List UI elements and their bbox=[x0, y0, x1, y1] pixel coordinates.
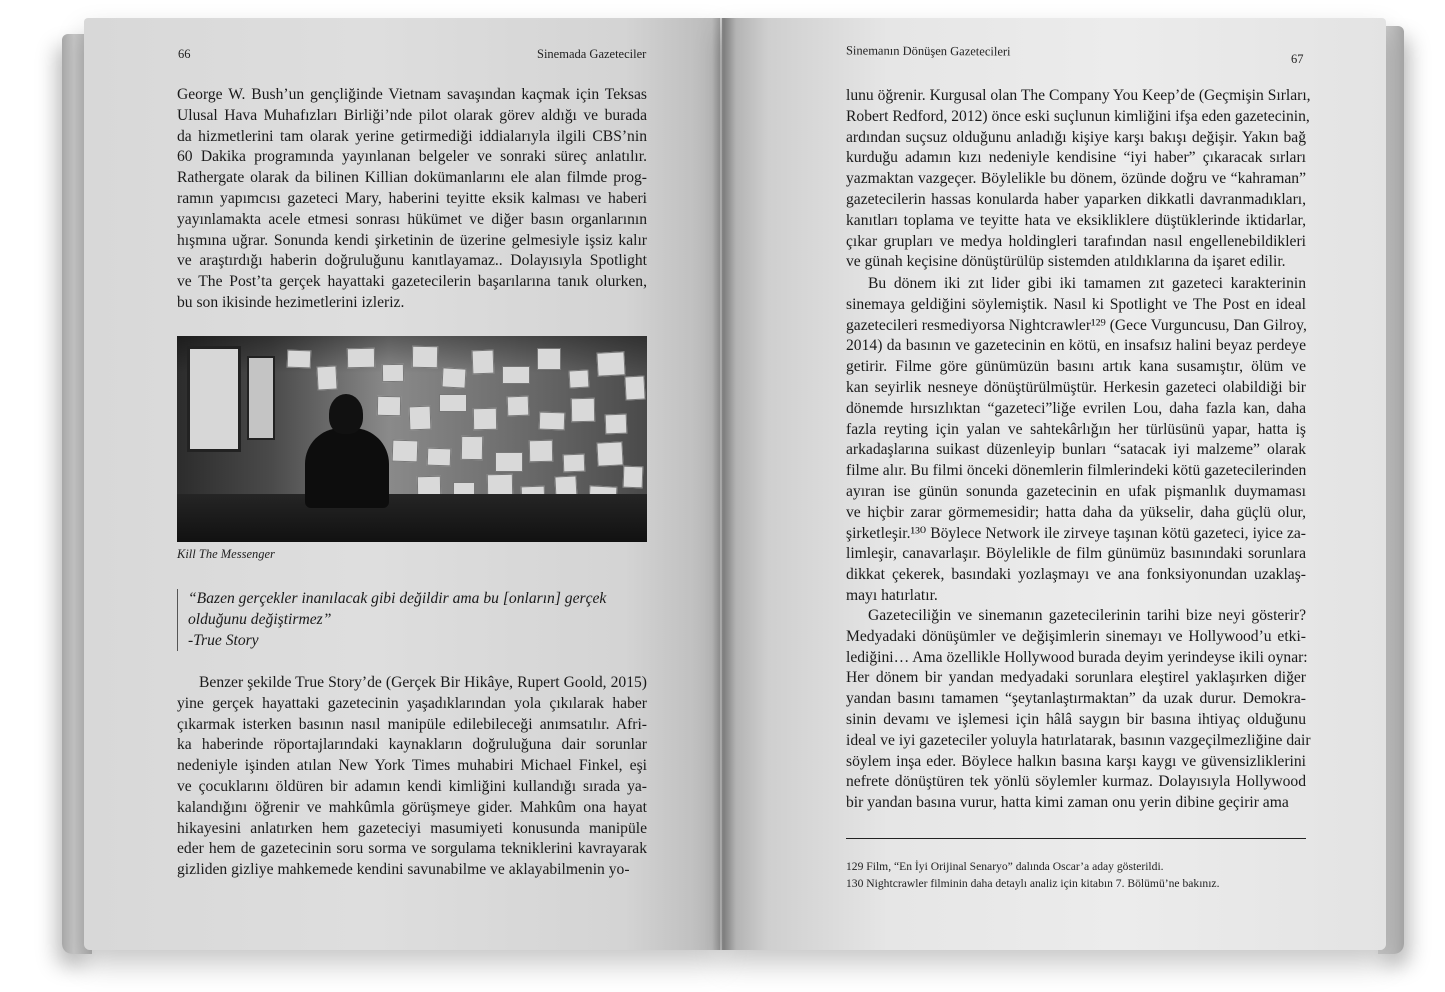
text-line: ve günah keçisine dönüştürülüp sistemden atıldıklarına da işaret edilir. bbox=[846, 253, 1286, 271]
quote-line: olduğunu değiştirmez” bbox=[188, 610, 332, 628]
text-line: gizliden gizliye mahkemede kendini savunabilme ve aklayabilmenin yo- bbox=[177, 861, 630, 879]
quote-line: “Bazen gerçekler inanılacak gibi değildir ama bu [onların] gerçek bbox=[188, 590, 607, 607]
pinned-note bbox=[596, 351, 625, 376]
footnote-line: 130 Nightcrawler filminin daha detaylı analiz için kitabın 7. Bölümü’ne bakınız. bbox=[846, 877, 1220, 890]
text-line: sinemaya geldiğini söylemiştik. Nasıl ki Spotlight ve The Post en ideal bbox=[846, 295, 1306, 313]
pinned-note bbox=[624, 375, 645, 400]
text-line: ardından suçsuz olduğunu anladığı kişiye karşı bakışı değişir. Yakın bağ bbox=[846, 128, 1306, 146]
footnote-line: 129 Film, “En İyi Orijinal Senaryo” dalında Oscar’a aday gösterildi. bbox=[846, 860, 1164, 873]
text-line: filme alır. Bu filmi önceki dönemlerin filmlerindeki kötü gazetecilerinden bbox=[846, 462, 1307, 480]
text-line: lediğini… Ama özellikle Hollywood burada deyim yerindeyse ikili oynar: bbox=[846, 648, 1308, 666]
pinned-note bbox=[539, 412, 566, 431]
pinned-note bbox=[287, 350, 312, 369]
pinned-note bbox=[537, 348, 561, 370]
text-line: Gazeteciliğin ve sinemanın gazetecilerinin tarihi bize neyi gösterir? bbox=[868, 607, 1306, 624]
text-line: fazla reyting için yalan ve sahtekârlığın her türlüsünü yapar, hatta iş bbox=[846, 420, 1306, 438]
pinned-note bbox=[392, 440, 419, 463]
text-line: ve çocuklarını öldüren bir adamın kendi kimliğini kullandığı sırada ya- bbox=[177, 777, 647, 795]
quote-source: -True Story bbox=[188, 631, 259, 649]
text-line: Bu dönem iki zıt lider gibi iki tamamen zıt gazeteci karakterinin bbox=[868, 275, 1306, 292]
text-line: dönemde hırsızlıktan “gazeteci”liğe evrilen Lou, daha fazla kan, daha bbox=[846, 399, 1306, 417]
text-line: getirir. Filme göre günümüzün basını artık kana susamıştır, ölüm ve bbox=[846, 358, 1306, 376]
pinned-note bbox=[569, 369, 590, 388]
text-line: kalandığını öğrenir ve mahkûmla görüşmeye gider. Mahkûm ona hayat bbox=[177, 798, 647, 816]
text-line: ve The Post’ta gerçek hayattaki gazetecilerin başarılarına tanık olurken, bbox=[177, 273, 647, 291]
pinned-note bbox=[412, 346, 438, 368]
text-line: yazmaktan vazgeçer. Böylelikle bu dönem, özünde doğru ve “kahraman” bbox=[846, 170, 1306, 188]
right-paragraph-3 bbox=[846, 606, 1311, 814]
text-line: çıkar grupları ve medya holdingleri tarafından nasıl engellenebildikleri bbox=[846, 232, 1306, 250]
pinned-note bbox=[377, 396, 401, 416]
right-running-head: Sinemanın Dönüşen Gazetecileri bbox=[845, 43, 1011, 59]
pinned-note bbox=[382, 364, 404, 382]
right-paragraph-2 bbox=[846, 274, 1306, 607]
text-line: Benzer şekilde True Story’de (Gerçek Bir Hikâye, Rupert Goold, 2015) bbox=[199, 674, 647, 691]
text-line: 2014) da basının ve gazetecinin en kötü, en insafsız halini beyaz perdeye bbox=[846, 337, 1306, 355]
person-silhouette-body bbox=[305, 428, 389, 508]
text-line: nefrete dönüştüren tek yönlü söylemler kurmaz. Dolayısıyla Hollywood bbox=[846, 773, 1306, 791]
pinned-note bbox=[605, 414, 628, 435]
text-line: Ulusal Hava Muhafızları Birliği’nde pilot olarak görev aldığı ve burada bbox=[177, 106, 647, 124]
pinned-note bbox=[563, 454, 586, 473]
pinned-note bbox=[439, 394, 467, 412]
text-line: hikayesini anlatırken hem gazeteciyi masumiyeti konusunda manipüle bbox=[177, 819, 647, 837]
text-line: Medyadaki dönüşümler ve değişimlerin sinemayı ve Hollywood’u etki- bbox=[846, 627, 1306, 645]
text-line: 60 Dakika programında yayınlanan belgeler ve sonraki süreç anlatılır. bbox=[177, 148, 647, 166]
window-shape-2 bbox=[247, 356, 275, 440]
text-line: Robert Redford, 2012) önce eski suçlunun kimliğini ifşa eden gazetecinin, bbox=[846, 107, 1310, 125]
desk-shape bbox=[177, 494, 647, 542]
text-line: söylem inşa eder. Böylece halkın basına karşı kaygı ve güvensizliklerini bbox=[846, 752, 1306, 770]
pinned-note bbox=[347, 348, 375, 368]
left-page-number: 66 bbox=[178, 47, 191, 61]
pinned-note bbox=[487, 474, 513, 496]
text-line: hışmına uğrar. Sonunda kendi şirketinin de üzerine gelmesiyle işsiz kalır bbox=[177, 231, 647, 249]
text-line: lunu öğrenir. Kurgusal olan The Company You Keep’de (Geçmişin Sırları, bbox=[846, 87, 1311, 104]
text-line: eder hem de gazetecinin soru sorma ve sorgulama tekniklerini kavrayarak bbox=[177, 840, 647, 858]
text-line: kanıtları toplama ve teyitte hata ve eksikliklere düştüklerinde iktidarlar, bbox=[846, 211, 1306, 229]
text-line: ka haberinde röportajlarındaki kaynakların doğruluğuna dair sorunlar bbox=[177, 736, 647, 754]
footnote-divider bbox=[846, 838, 1306, 839]
left-paragraph-2 bbox=[177, 673, 647, 881]
text-line: arkadaşlarına suikast düzenleyip bunları “satacak iyi malzeme” olarak bbox=[846, 441, 1306, 459]
text-line: bu son ikisinde hezimetlerini izleriz. bbox=[177, 293, 405, 311]
text-line: kurduğu adamın kızı nedeniyle kendisine “iyi haber” çıkaracak sırları bbox=[846, 149, 1306, 167]
film-still-image bbox=[177, 336, 647, 542]
pinned-note bbox=[502, 366, 530, 384]
left-running-head: Sinemada Gazeteciler bbox=[537, 47, 647, 61]
pinned-note bbox=[441, 367, 466, 388]
text-line: ramın yapımcısı gazeteci Mary, haberini teyitte eksik kalması ve haberi bbox=[177, 189, 647, 207]
text-line: limleşir, canavarlaşır. Böylelikle de film günümüz basınındaki sorunlara bbox=[846, 545, 1306, 563]
text-line: Her dönem bir yandan medyadaki sorunlara eleştirel yaklaşırken diğer bbox=[846, 669, 1306, 687]
text-line: ayıran ise günün sonunda gazetecinin en ufak pişmanlık duymaması bbox=[846, 482, 1306, 500]
pinned-note bbox=[495, 452, 523, 472]
pinned-note bbox=[571, 398, 595, 422]
right-page-number: 67 bbox=[1291, 52, 1304, 66]
text-line: bir yandan basına vurur, hatta kimi zaman onu yerin dibine geçirir ama bbox=[846, 794, 1289, 812]
text-line: yine gerçek hayattaki gazetecinin yaşadıklarından yola çıkılarak haber bbox=[177, 694, 647, 712]
image-caption: Kill The Messenger bbox=[177, 547, 275, 561]
pinned-note bbox=[529, 440, 553, 462]
text-line: şirketleşir.¹³⁰ Böylece Network ile zirveye taşınan kötü gazeteci, iyice za- bbox=[846, 524, 1306, 542]
text-line: Rathergate olarak da bilinen Killian dokümanlarını ele alan filmde prog- bbox=[177, 169, 647, 187]
pinned-note bbox=[409, 406, 432, 431]
text-line: nedeniyle işinden atılan New York Times muhabiri Michael Finkel, eşi bbox=[177, 757, 647, 775]
block-quote bbox=[177, 589, 658, 651]
text-line: George W. Bush’un gençliğinde Vietnam savaşından kaçmak için Teksas bbox=[177, 86, 647, 103]
text-line: gazetecilerin hassas konularda haber yaparken dikkatli davranmadıkları, bbox=[846, 190, 1306, 208]
pinned-note bbox=[507, 396, 530, 417]
text-line: sinin devamı ve işlemesi için hâlâ saygın bir basına ihtiyaç olduğunu bbox=[846, 710, 1306, 728]
pinned-note bbox=[427, 448, 452, 467]
text-line: ve araştırdığı haberin doğruluğunu kanıtlayamaz.. Dolayısıyla Spotlight bbox=[177, 252, 647, 270]
right-paragraph-1 bbox=[846, 86, 1311, 273]
text-line: da hizmetlerini tam olarak yerine getirmediği iddialarıyla ilgili CBS’nin bbox=[177, 127, 647, 145]
text-line: ideal ve iyi gazeteciler yoluyla hatırlatarak, basının vazgeçilmezliğine dair bbox=[846, 731, 1311, 749]
pinned-note bbox=[316, 365, 337, 390]
text-line: gazetecileri resmediyorsa Nightcrawler¹²⁹ (Gece Vurguncusu, Dan Gilroy, bbox=[846, 316, 1307, 334]
pinned-note bbox=[472, 350, 495, 375]
person-silhouette-head bbox=[329, 394, 363, 434]
pinned-note bbox=[461, 436, 483, 460]
text-line: yayınlamakta acele etmesi sonrası hükümet ve diğer basın organlarının bbox=[177, 210, 647, 228]
window-shape bbox=[187, 346, 241, 452]
book-gutter bbox=[712, 18, 736, 950]
pinned-note bbox=[596, 441, 623, 466]
footnotes bbox=[846, 858, 1316, 892]
text-line: mayı hatırlatır. bbox=[846, 586, 938, 604]
pinned-note bbox=[473, 408, 497, 430]
text-line: yandan basını tamamen “şeytanlaştırmaktan” da uzak durur. Demokra- bbox=[846, 690, 1306, 708]
pinned-note bbox=[623, 466, 644, 489]
left-paragraph-1 bbox=[177, 85, 647, 314]
text-line: dikkat çekerek, basındaki yozlaşmayı ve ana fonksiyonundan uzaklaş- bbox=[846, 566, 1306, 584]
text-line: çıkarmak isterken basının nasıl manipüle edilebileceği anımsatılır. Afri- bbox=[177, 715, 647, 733]
text-line: kan seyirlik nesneye dönüştürülmüştür. Herkesin gazeteci olabildiği bir bbox=[846, 378, 1306, 396]
text-line: ve hiçbir zarar görmemesidir; hatta daha da yükselir, daha güçlü olur, bbox=[846, 503, 1306, 521]
quote-text bbox=[188, 589, 658, 631]
